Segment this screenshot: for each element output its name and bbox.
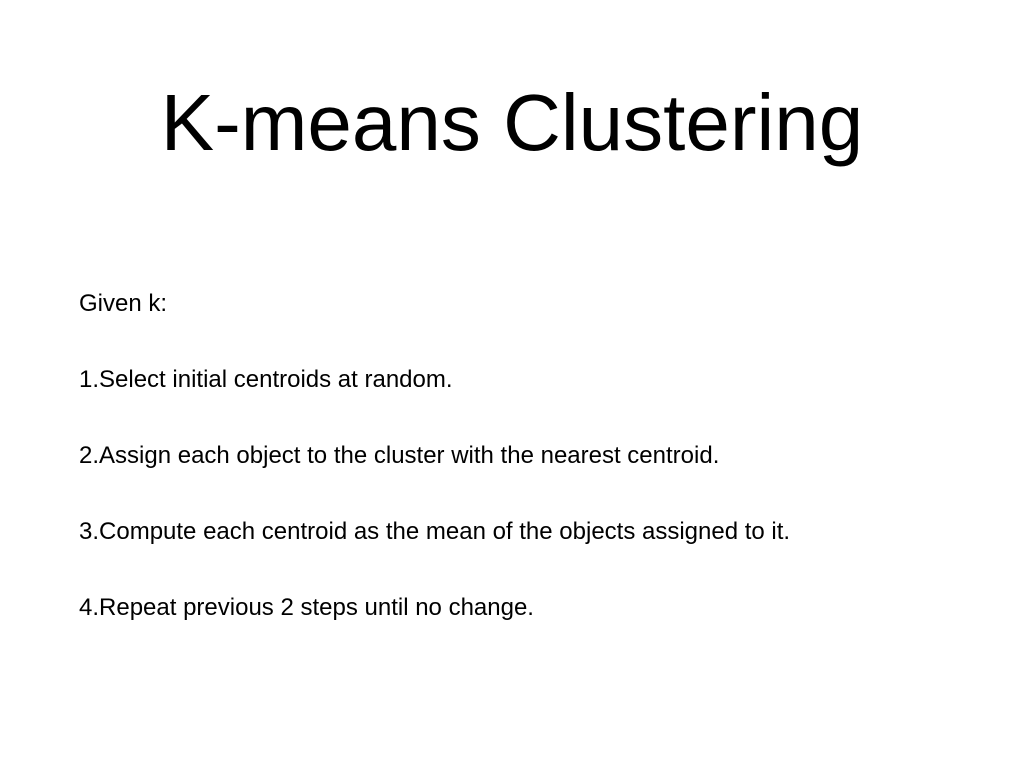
list-item [79,438,999,474]
step-number: 1. [79,366,100,393]
step-number: 4. [79,594,100,621]
slide-body [79,286,999,666]
step-text: Repeat previous 2 steps until no change. [99,594,534,621]
intro-text: Given k: [79,290,168,317]
list-item [79,362,999,398]
list-item [79,514,999,550]
step-number: 3. [79,518,100,545]
list-item [79,590,999,626]
step-number: 2. [79,442,100,469]
step-text: Assign each object to the cluster with the nearest centroid. [99,442,720,469]
steps-list [79,362,999,626]
slide-title: K-means Clustering [160,78,864,167]
step-text: Compute each centroid as the mean of the objects assigned to it. [99,518,791,545]
step-text: Select initial centroids at random. [99,366,453,393]
